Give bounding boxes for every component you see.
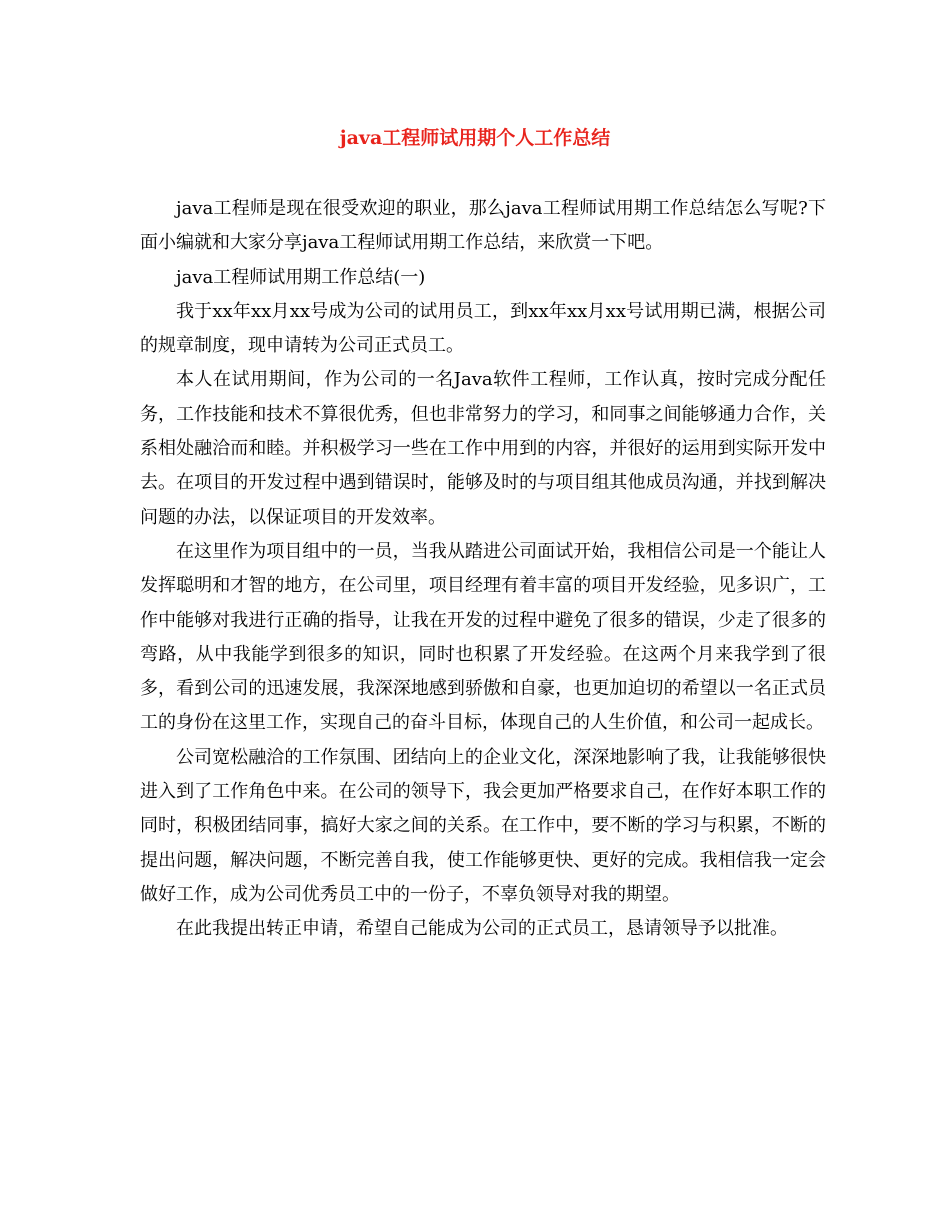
document-title: java工程师试用期个人工作总结 xyxy=(339,127,611,149)
paragraph-work-performance: 本人在试用期间，作为公司的一名Java软件工程师，工作认真，按时完成分配任务，工作技能和技术不算很优秀，但也非常努力的学习，和同事之间能够通力合作，关系相处融洽而和睦。并积极学习一些在工作中用到的内容，并很好的运用到实际开发中去。在项目的开发过程中遇到错误时，能够及时的与项目组其他成员沟通，并找到解决问题的办法，以保证项目的开发效率。 xyxy=(140,369,826,528)
paragraph-application: 在此我提出转正申请，希望自己能成为公司的正式员工，恳请领导予以批准。 xyxy=(176,918,788,940)
section-heading: java工程师试用期工作总结(一) xyxy=(176,266,426,288)
paragraph-intro: java工程师是现在很受欢迎的职业，那么java工程师试用期工作总结怎么写呢?下面小编就和大家分享java工程师试用期工作总结，来欣赏一下吧。 xyxy=(140,198,826,254)
paragraph-company-culture: 公司宽松融洽的工作氛围、团结向上的企业文化，深深地影响了我，让我能够很快进入到了工作角色中来。在公司的领导下，我会更加严格要求自己，在作好本职工作的同时，积极团结同事，搞好大家之间的关系。在工作中，要不断的学习与积累，不断的提出问题，解决问题，不断完善自我，使工作能够更快、更好的完成。我相信我一定会做好工作，成为公司优秀员工中的一份子，不辜负领导对我的期望。 xyxy=(140,746,826,905)
paragraph-probation-period: 我于xx年xx月xx号成为公司的试用员工，到xx年xx月xx号试用期已满，根据公司的规章制度，现申请转为公司正式员工。 xyxy=(140,300,826,357)
document-body xyxy=(140,192,826,947)
paragraph-team-experience: 在这里作为项目组中的一员，当我从踏进公司面试开始，我相信公司是一个能让人发挥聪明和才智的地方，在公司里，项目经理有着丰富的项目开发经验，见多识广，工作中能够对我进行正确的指导，让我在开发的过程中避免了很多的错误，少走了很多的弯路，从中我能学到很多的知识，同时也积累了开发经验。在这两个月来我学到了很多，看到公司的迅速发展，我深深地感到骄傲和自豪，也更加迫切的希望以一名正式员工的身份在这里工作，实现自己的奋斗目标，体现自己的人生价值，和公司一起成长。 xyxy=(140,540,826,734)
